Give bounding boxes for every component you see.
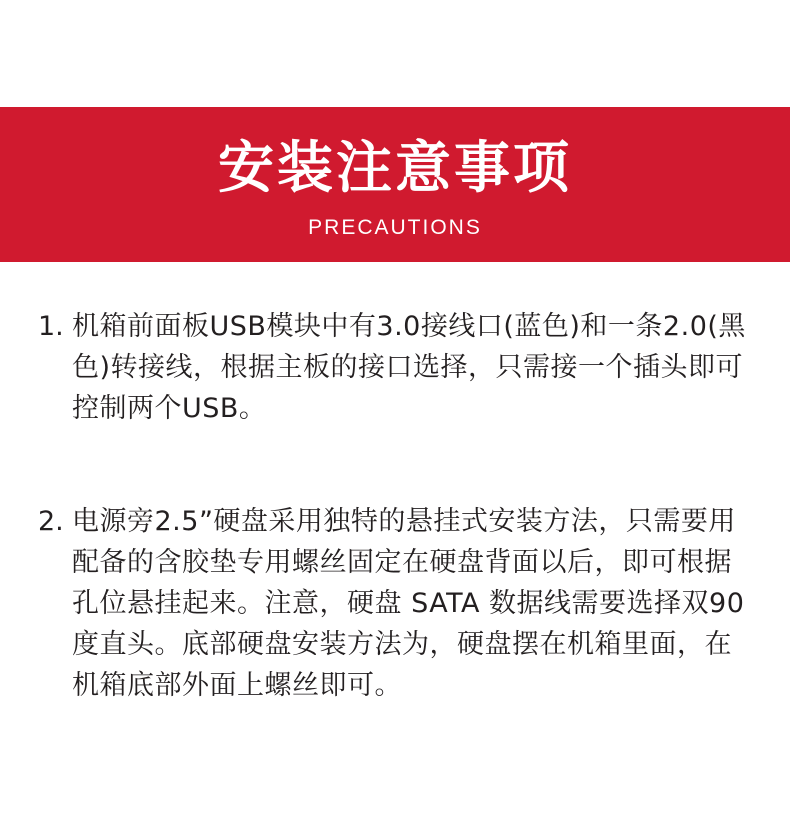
page-title: 安装注意事项 xyxy=(218,136,572,201)
list-item xyxy=(38,501,758,706)
item-text: 电源旁2.5”硬盘采用独特的悬挂式安装方法，只需要用配备的含胶垫专用螺丝固定在硬盘背面以后，即可根据孔位悬挂起来。注意，硬盘 SATA 数据线需要选择双90度直头。底部硬盘安装方法为，硬盘摆在机箱里面，在机箱底部外面上螺丝即可。 xyxy=(72,506,745,701)
title-banner xyxy=(0,107,790,262)
item-number: 1. xyxy=(38,311,64,342)
precautions-list xyxy=(38,306,758,706)
item-number: 2. xyxy=(38,506,64,537)
item-text: 机箱前面板USB模块中有3.0接线口(蓝色)和一条2.0(黑色)转接线，根据主板的接口选择，只需接一个插头即可控制两个USB。 xyxy=(72,311,746,424)
list-item xyxy=(38,306,758,429)
page-subtitle: PRECAUTIONS xyxy=(308,216,482,239)
